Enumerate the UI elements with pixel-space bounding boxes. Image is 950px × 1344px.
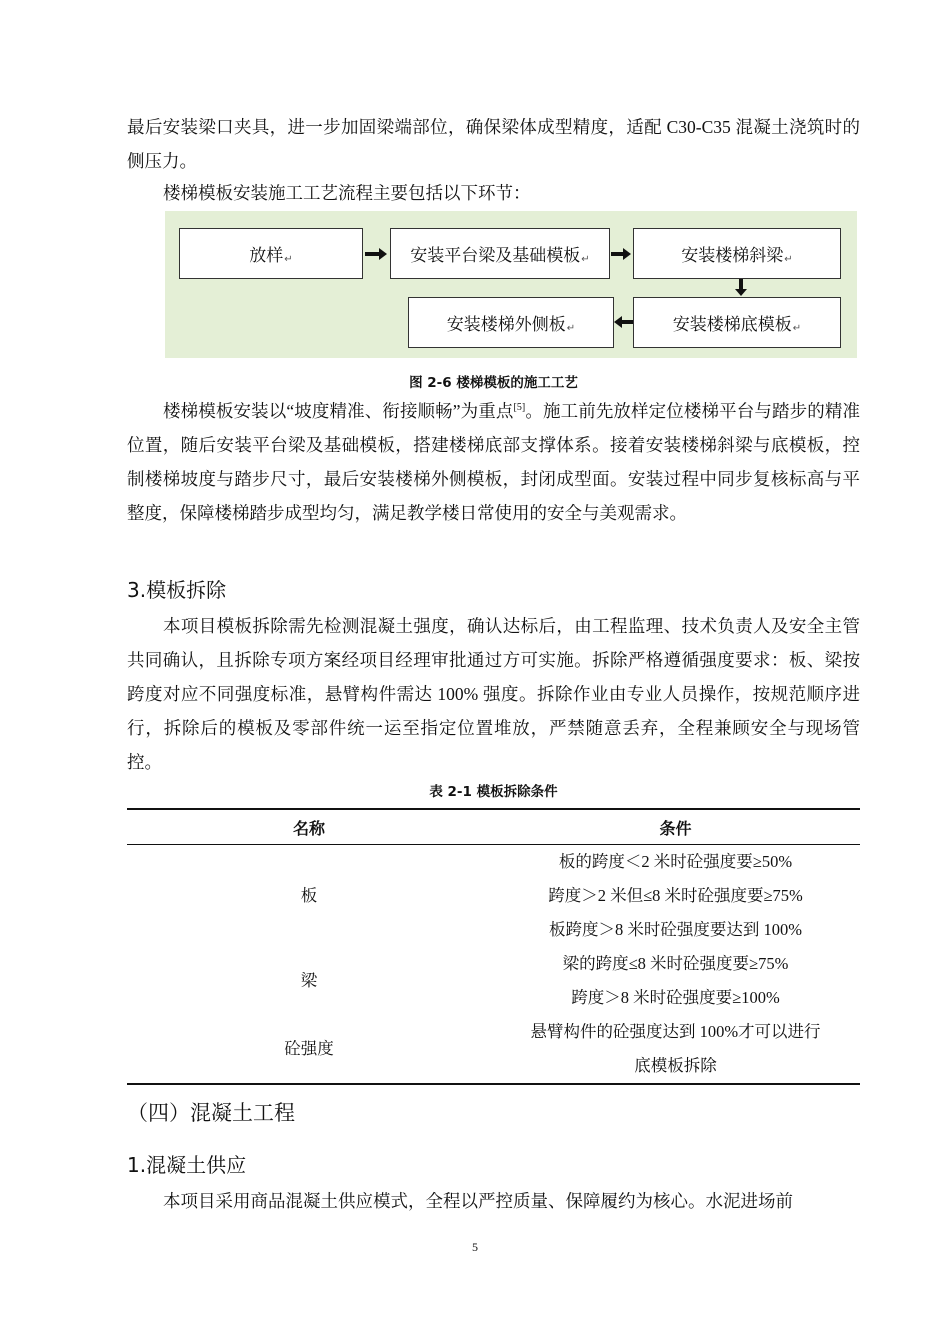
flow-box-label: 安装楼梯底模板 (672, 315, 792, 335)
paragraph-mark-icon: ↵ (566, 323, 576, 334)
removal-conditions-table (127, 808, 860, 1085)
table-header-row (127, 809, 860, 845)
table-cell-condition: 悬臂构件的砼强度达到 100%才可以进行 (530, 1022, 821, 1041)
paragraph-mark-icon: ↵ (784, 254, 793, 265)
table-cell-condition: 梁的跨度≤8 米时砼强度要≥75% (562, 954, 789, 973)
section-heading-formwork-removal: 3.模板拆除 (127, 578, 227, 602)
paragraph-mark-icon: ↵ (581, 254, 590, 265)
section-heading-concrete-supply: 1.混凝土供应 (127, 1153, 247, 1177)
arrow-right-icon (611, 247, 633, 261)
arrow-right-icon (365, 247, 389, 261)
paragraph-mark-icon: ↵ (792, 323, 802, 334)
paragraph-stair-intro: 楼梯模板安装施工工艺流程主要包括以下环节： (163, 183, 531, 203)
arrow-left-icon (614, 315, 633, 329)
table-row (127, 1015, 860, 1049)
table-cell-name: 板 (300, 886, 318, 905)
paragraph-removal: 本项目模板拆除需先检测混凝土强度，确认达标后，由工程监理、技术负责人及安全主管共同确认，且拆除专项方案经项目经理审批通过方可实施。拆除严格遵循强度要求：板、梁按跨度对应不同强度标准，悬臂构件需达 100% 强度。拆除作业由专业人员操作，按规范顺序进行，拆除后的模板及零部件统一运至指定位置堆放，严禁随意丢弃，全程兼顾安全与现场管控。 (127, 616, 860, 772)
flow-box-label: 安装楼梯外侧板 (446, 315, 566, 335)
table-row (127, 947, 860, 981)
stair-formwork-flowchart (165, 211, 857, 358)
table-cell-name: 砼强度 (127, 1015, 491, 1084)
table-cell-condition: 板跨度＞8 米时砼强度要达到 100% (549, 920, 802, 939)
flow-box-layout (179, 228, 363, 279)
citation-ref: [5] (513, 402, 526, 414)
table-row (127, 845, 860, 880)
paragraph-stair-description (127, 394, 860, 530)
section-heading-concrete: （四）混凝土工程 (127, 1101, 295, 1125)
paragraph-concrete-supply: 本项目采用商品混凝土供应模式，全程以严控质量、保障履约为核心。水泥进场前 (163, 1191, 793, 1211)
table-header-name: 名称 (127, 809, 491, 845)
table-cell-condition: 跨度＞8 米时砼强度要≥100% (571, 988, 780, 1007)
table-cell-name: 梁 (300, 971, 318, 990)
flow-box-label: 安装楼梯斜梁 (681, 246, 784, 266)
flow-box-stair-bottom (633, 297, 841, 348)
paragraph-beam-clamp: 最后安装梁口夹具，进一步加固梁端部位，确保梁体成型精度，适配 C30-C35 混凝土浇筑时的侧压力。 (127, 117, 860, 171)
figure-caption: 图 2-6 楼梯模板的施工工艺 (409, 375, 578, 391)
paragraph-mark-icon: ↵ (284, 254, 293, 265)
table-cell-condition: 跨度＞2 米但≤8 米时砼强度要≥75% (548, 886, 803, 905)
flow-box-label: 放样 (249, 246, 284, 266)
arrow-down-icon (734, 279, 748, 297)
flow-box-stair-stringer (633, 228, 841, 279)
flow-box-stair-outer (408, 297, 614, 348)
paragraph-text: 楼梯模板安装以“坡度精准、衔接顺畅”为重点 (163, 401, 514, 421)
paragraph-text: 。施工前先放样定位楼梯平台与踏步的精准位置，随后安装平台梁及基础模板，搭建楼梯底部支撑体系。接着安装楼梯斜梁与底模板，控制楼梯坡度与踏步尺寸，最后安装楼梯外侧模板，封闭成型面。安装过程中同步复核标高与平整度，保障楼梯踏步成型均匀，满足教学楼日常使用的安全与美观需求。 (127, 401, 860, 523)
table-cell-condition: 底模板拆除 (491, 1049, 860, 1084)
flow-box-label: 安装平台梁及基础模板 (410, 246, 581, 266)
table-header-condition: 条件 (491, 809, 860, 845)
table-cell-condition: 板的跨度＜2 米时砼强度要≥50% (558, 852, 793, 871)
table-caption: 表 2-1 模板拆除条件 (429, 784, 558, 800)
page-number: 5 (472, 1240, 478, 1254)
flow-box-platform-beam (390, 228, 610, 279)
